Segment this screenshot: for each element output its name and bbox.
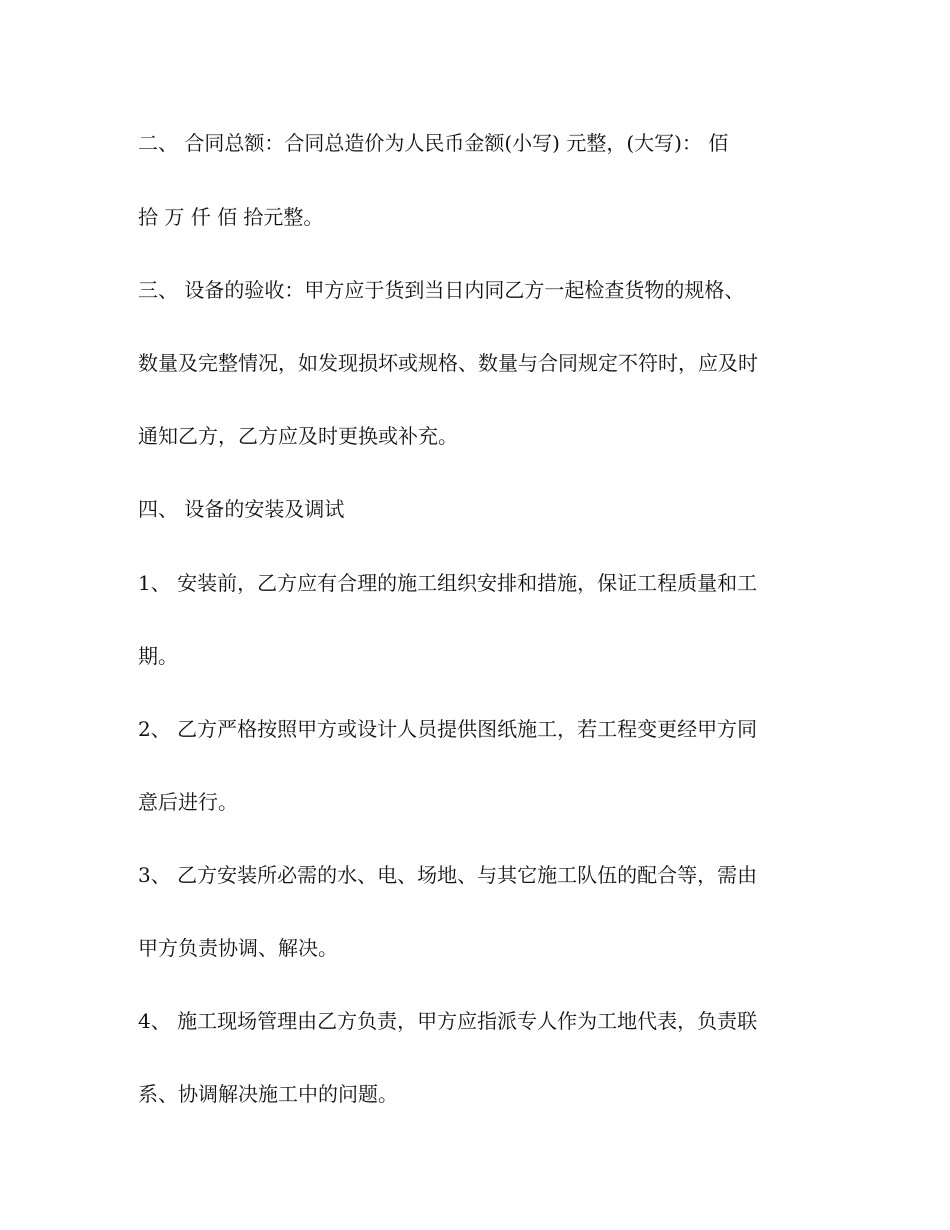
installation-item-4-line-2: 系、协调解决施工中的问题。 xyxy=(138,1082,398,1106)
acceptance-line-3: 通知乙方，乙方应及时更换或补充。 xyxy=(138,424,458,448)
contract-total-line-1: 二、 合同总额：合同总造价为人民币金额(小写) 元整，(大写)： 佰 xyxy=(138,131,729,155)
installation-item-2-line-1: 2、 乙方严格按照甲方或设计人员提供图纸施工，若工程变更经甲方同 xyxy=(138,717,758,741)
installation-item-4-line-1: 4、 施工现场管理由乙方负责，甲方应指派专人作为工地代表，负责联 xyxy=(138,1009,758,1033)
installation-item-3-line-2: 甲方负责协调、解决。 xyxy=(138,936,338,960)
contract-total-line-2: 拾 万 仟 佰 拾元整。 xyxy=(138,205,324,229)
installation-item-2-line-2: 意后进行。 xyxy=(138,790,238,814)
installation-heading: 四、 设备的安装及调试 xyxy=(138,497,345,521)
installation-item-1-line-1: 1、 安装前，乙方应有合理的施工组织安排和措施，保证工程质量和工 xyxy=(138,571,758,595)
acceptance-line-2: 数量及完整情况，如发现损坏或规格、数量与合同规定不符时，应及时 xyxy=(138,351,758,375)
acceptance-line-1: 三、 设备的验收：甲方应于货到当日内同乙方一起检查货物的规格、 xyxy=(138,278,745,302)
installation-item-1-line-2: 期。 xyxy=(138,644,178,668)
installation-item-3-line-1: 3、 乙方安装所必需的水、电、场地、与其它施工队伍的配合等，需由 xyxy=(138,863,758,887)
